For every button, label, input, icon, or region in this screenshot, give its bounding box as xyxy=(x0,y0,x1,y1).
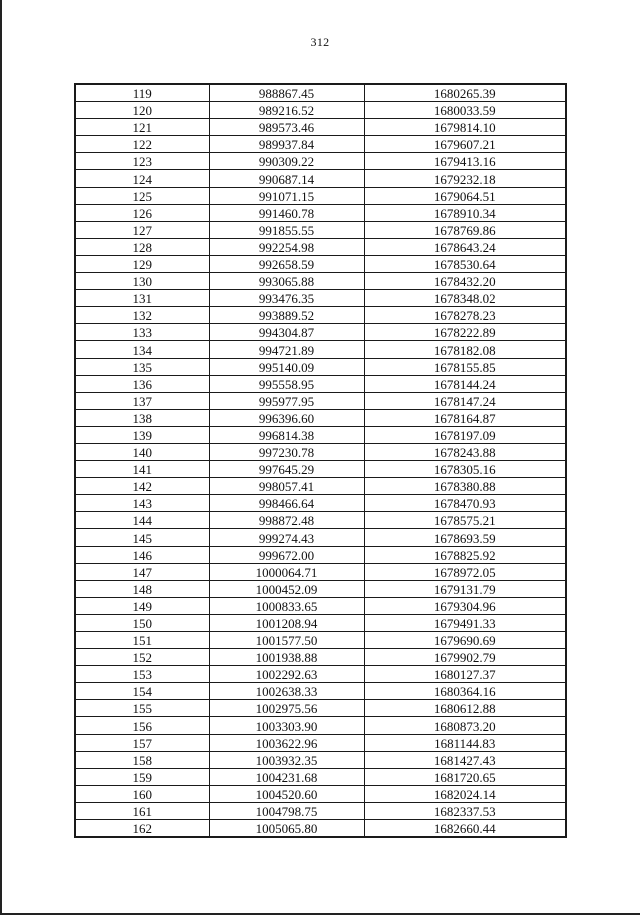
table-row xyxy=(75,170,566,187)
point-number-cell: 123 xyxy=(75,153,209,170)
y-coordinate-cell: 1678575.21 xyxy=(364,512,566,529)
x-coordinate-cell: 994304.87 xyxy=(209,324,364,341)
x-coordinate-cell: 1000452.09 xyxy=(209,580,364,597)
point-number-cell: 141 xyxy=(75,461,209,478)
x-coordinate-cell: 989937.84 xyxy=(209,136,364,153)
table-row xyxy=(75,204,566,221)
table-row xyxy=(75,802,566,819)
table-row xyxy=(75,102,566,119)
table-row xyxy=(75,426,566,443)
table-row xyxy=(75,580,566,597)
x-coordinate-cell: 991460.78 xyxy=(209,204,364,221)
point-number-cell: 120 xyxy=(75,102,209,119)
table-row xyxy=(75,187,566,204)
point-number-cell: 158 xyxy=(75,751,209,768)
point-number-cell: 137 xyxy=(75,392,209,409)
y-coordinate-cell: 1681144.83 xyxy=(364,734,566,751)
y-coordinate-cell: 1678243.88 xyxy=(364,443,566,460)
table-row xyxy=(75,717,566,734)
y-coordinate-cell: 1680873.20 xyxy=(364,717,566,734)
y-coordinate-cell: 1678432.20 xyxy=(364,273,566,290)
table-row xyxy=(75,820,566,838)
table-row xyxy=(75,273,566,290)
y-coordinate-cell: 1678222.89 xyxy=(364,324,566,341)
point-number-cell: 144 xyxy=(75,512,209,529)
y-coordinate-cell: 1678643.24 xyxy=(364,238,566,255)
y-coordinate-cell: 1679064.51 xyxy=(364,187,566,204)
table-row xyxy=(75,307,566,324)
x-coordinate-cell: 998872.48 xyxy=(209,512,364,529)
table-row xyxy=(75,649,566,666)
point-number-cell: 127 xyxy=(75,221,209,238)
x-coordinate-cell: 996396.60 xyxy=(209,409,364,426)
table-row xyxy=(75,290,566,307)
table-row xyxy=(75,478,566,495)
table-row xyxy=(75,614,566,631)
table-row xyxy=(75,84,566,102)
point-number-cell: 146 xyxy=(75,546,209,563)
x-coordinate-cell: 994721.89 xyxy=(209,341,364,358)
y-coordinate-cell: 1678164.87 xyxy=(364,409,566,426)
table-row xyxy=(75,255,566,272)
x-coordinate-cell: 995558.95 xyxy=(209,375,364,392)
x-coordinate-cell: 995977.95 xyxy=(209,392,364,409)
table-row xyxy=(75,341,566,358)
table-row xyxy=(75,324,566,341)
x-coordinate-cell: 989216.52 xyxy=(209,102,364,119)
x-coordinate-cell: 1002292.63 xyxy=(209,666,364,683)
point-number-cell: 154 xyxy=(75,683,209,700)
x-coordinate-cell: 996814.38 xyxy=(209,426,364,443)
x-coordinate-cell: 991855.55 xyxy=(209,221,364,238)
point-number-cell: 162 xyxy=(75,820,209,838)
x-coordinate-cell: 1005065.80 xyxy=(209,820,364,838)
y-coordinate-cell: 1681720.65 xyxy=(364,768,566,785)
x-coordinate-cell: 993476.35 xyxy=(209,290,364,307)
y-coordinate-cell: 1678278.23 xyxy=(364,307,566,324)
point-number-cell: 159 xyxy=(75,768,209,785)
y-coordinate-cell: 1680033.59 xyxy=(364,102,566,119)
y-coordinate-cell: 1680612.88 xyxy=(364,700,566,717)
point-number-cell: 119 xyxy=(75,84,209,102)
y-coordinate-cell: 1679690.69 xyxy=(364,632,566,649)
y-coordinate-cell: 1679814.10 xyxy=(364,119,566,136)
point-number-cell: 153 xyxy=(75,666,209,683)
point-number-cell: 149 xyxy=(75,597,209,614)
point-number-cell: 133 xyxy=(75,324,209,341)
x-coordinate-cell: 997230.78 xyxy=(209,443,364,460)
y-coordinate-cell: 1678825.92 xyxy=(364,546,566,563)
y-coordinate-cell: 1678530.64 xyxy=(364,255,566,272)
y-coordinate-cell: 1679902.79 xyxy=(364,649,566,666)
y-coordinate-cell: 1678197.09 xyxy=(364,426,566,443)
point-number-cell: 142 xyxy=(75,478,209,495)
table-row xyxy=(75,375,566,392)
table-row xyxy=(75,495,566,512)
point-number-cell: 147 xyxy=(75,563,209,580)
point-number-cell: 152 xyxy=(75,649,209,666)
point-number-cell: 156 xyxy=(75,717,209,734)
table-row xyxy=(75,358,566,375)
point-number-cell: 145 xyxy=(75,529,209,546)
x-coordinate-cell: 1002638.33 xyxy=(209,683,364,700)
x-coordinate-cell: 991071.15 xyxy=(209,187,364,204)
point-number-cell: 128 xyxy=(75,238,209,255)
y-coordinate-cell: 1678348.02 xyxy=(364,290,566,307)
x-coordinate-cell: 1004520.60 xyxy=(209,785,364,802)
y-coordinate-cell: 1678380.88 xyxy=(364,478,566,495)
x-coordinate-cell: 1004798.75 xyxy=(209,802,364,819)
x-coordinate-cell: 993065.88 xyxy=(209,273,364,290)
x-coordinate-cell: 1002975.56 xyxy=(209,700,364,717)
coordinates-table-body xyxy=(75,84,566,837)
point-number-cell: 140 xyxy=(75,443,209,460)
point-number-cell: 148 xyxy=(75,580,209,597)
y-coordinate-cell: 1679304.96 xyxy=(364,597,566,614)
x-coordinate-cell: 1001577.50 xyxy=(209,632,364,649)
y-coordinate-cell: 1680364.16 xyxy=(364,683,566,700)
x-coordinate-cell: 993889.52 xyxy=(209,307,364,324)
point-number-cell: 124 xyxy=(75,170,209,187)
point-number-cell: 161 xyxy=(75,802,209,819)
y-coordinate-cell: 1679232.18 xyxy=(364,170,566,187)
table-row xyxy=(75,785,566,802)
table-row xyxy=(75,153,566,170)
x-coordinate-cell: 1001938.88 xyxy=(209,649,364,666)
table-row xyxy=(75,768,566,785)
table-row xyxy=(75,546,566,563)
x-coordinate-cell: 1001208.94 xyxy=(209,614,364,631)
point-number-cell: 122 xyxy=(75,136,209,153)
y-coordinate-cell: 1682024.14 xyxy=(364,785,566,802)
point-number-cell: 135 xyxy=(75,358,209,375)
x-coordinate-cell: 998057.41 xyxy=(209,478,364,495)
table-row xyxy=(75,563,566,580)
y-coordinate-cell: 1682660.44 xyxy=(364,820,566,838)
page-number: 312 xyxy=(310,35,330,49)
y-coordinate-cell: 1678155.85 xyxy=(364,358,566,375)
x-coordinate-cell: 999672.00 xyxy=(209,546,364,563)
x-coordinate-cell: 1003932.35 xyxy=(209,751,364,768)
y-coordinate-cell: 1679413.16 xyxy=(364,153,566,170)
point-number-cell: 131 xyxy=(75,290,209,307)
x-coordinate-cell: 992658.59 xyxy=(209,255,364,272)
table-row xyxy=(75,409,566,426)
point-number-cell: 136 xyxy=(75,375,209,392)
table-row xyxy=(75,136,566,153)
x-coordinate-cell: 997645.29 xyxy=(209,461,364,478)
table-row xyxy=(75,512,566,529)
point-number-cell: 139 xyxy=(75,426,209,443)
y-coordinate-cell: 1678769.86 xyxy=(364,221,566,238)
table-row xyxy=(75,666,566,683)
x-coordinate-cell: 990309.22 xyxy=(209,153,364,170)
table-row xyxy=(75,597,566,614)
point-number-cell: 138 xyxy=(75,409,209,426)
y-coordinate-cell: 1678693.59 xyxy=(364,529,566,546)
x-coordinate-cell: 995140.09 xyxy=(209,358,364,375)
point-number-cell: 150 xyxy=(75,614,209,631)
point-number-cell: 130 xyxy=(75,273,209,290)
point-number-cell: 129 xyxy=(75,255,209,272)
y-coordinate-cell: 1678182.08 xyxy=(364,341,566,358)
x-coordinate-cell: 989573.46 xyxy=(209,119,364,136)
table-row xyxy=(75,529,566,546)
point-number-cell: 132 xyxy=(75,307,209,324)
y-coordinate-cell: 1678470.93 xyxy=(364,495,566,512)
y-coordinate-cell: 1678305.16 xyxy=(364,461,566,478)
table-row xyxy=(75,632,566,649)
point-number-cell: 151 xyxy=(75,632,209,649)
table-row xyxy=(75,238,566,255)
x-coordinate-cell: 998466.64 xyxy=(209,495,364,512)
x-coordinate-cell: 1000833.65 xyxy=(209,597,364,614)
table-row xyxy=(75,461,566,478)
point-number-cell: 125 xyxy=(75,187,209,204)
x-coordinate-cell: 999274.43 xyxy=(209,529,364,546)
point-number-cell: 121 xyxy=(75,119,209,136)
table-row xyxy=(75,734,566,751)
y-coordinate-cell: 1678910.34 xyxy=(364,204,566,221)
table-row xyxy=(75,700,566,717)
x-coordinate-cell: 1003303.90 xyxy=(209,717,364,734)
point-number-cell: 134 xyxy=(75,341,209,358)
y-coordinate-cell: 1679491.33 xyxy=(364,614,566,631)
x-coordinate-cell: 988867.45 xyxy=(209,84,364,102)
table-row xyxy=(75,683,566,700)
point-number-cell: 160 xyxy=(75,785,209,802)
y-coordinate-cell: 1679131.79 xyxy=(364,580,566,597)
y-coordinate-cell: 1682337.53 xyxy=(364,802,566,819)
x-coordinate-cell: 1004231.68 xyxy=(209,768,364,785)
table-row xyxy=(75,443,566,460)
y-coordinate-cell: 1680127.37 xyxy=(364,666,566,683)
x-coordinate-cell: 1003622.96 xyxy=(209,734,364,751)
table-row xyxy=(75,392,566,409)
x-coordinate-cell: 992254.98 xyxy=(209,238,364,255)
point-number-cell: 126 xyxy=(75,204,209,221)
y-coordinate-cell: 1680265.39 xyxy=(364,84,566,102)
x-coordinate-cell: 1000064.71 xyxy=(209,563,364,580)
x-coordinate-cell: 990687.14 xyxy=(209,170,364,187)
y-coordinate-cell: 1679607.21 xyxy=(364,136,566,153)
coordinates-table xyxy=(74,83,567,838)
table-row xyxy=(75,221,566,238)
table-row xyxy=(75,751,566,768)
y-coordinate-cell: 1678147.24 xyxy=(364,392,566,409)
table-row xyxy=(75,119,566,136)
point-number-cell: 155 xyxy=(75,700,209,717)
y-coordinate-cell: 1681427.43 xyxy=(364,751,566,768)
point-number-cell: 157 xyxy=(75,734,209,751)
y-coordinate-cell: 1678972.05 xyxy=(364,563,566,580)
point-number-cell: 143 xyxy=(75,495,209,512)
y-coordinate-cell: 1678144.24 xyxy=(364,375,566,392)
